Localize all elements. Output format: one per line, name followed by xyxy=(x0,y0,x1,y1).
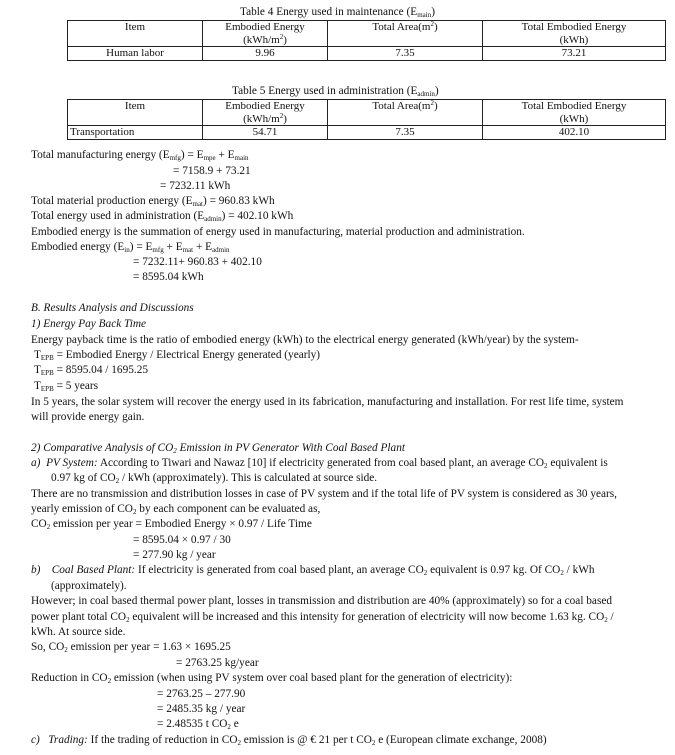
admin-energy-line: Total energy used in administration $(E_{admin}) = 402.10$ kWh xyxy=(31,210,294,223)
table-cell: Transportation xyxy=(68,126,203,140)
equation-line: = 2763.25 – 277.90 xyxy=(157,688,246,700)
equation-line: So, $CO_2$ emission per year = 1.63 × 1695.25 xyxy=(31,641,231,654)
table-cell: 9.96 xyxy=(203,47,328,61)
table5 xyxy=(67,99,666,140)
paragraph: 0.97 kg of $CO_2$ / kWh (approximately). This is calculated at source side. xyxy=(51,472,378,485)
equation-line: = 8595.04 × 0.97 / 30 xyxy=(133,534,231,546)
table4 xyxy=(67,20,666,61)
table-header: Total Embodied Energy (kWh) xyxy=(483,100,666,126)
paragraph: kWh. At source side. xyxy=(31,626,126,638)
table-cell: 7.35 xyxy=(328,47,483,61)
table-header: Embodied Energy $(kWh/m^2)$ xyxy=(203,100,328,126)
table-cell: 73.21 xyxy=(483,47,666,61)
table-header-row xyxy=(68,100,666,126)
subsection-heading: 1) Energy Pay Back Time xyxy=(31,318,147,330)
table-header: Item xyxy=(68,100,203,126)
paragraph: In 5 years, the solar system will recover the energy used in its fabrication, manufacturing and installation. For rest life time, system xyxy=(31,396,624,408)
embodied-energy-line: Embodied energy $(E_{in}) = E_{mfg} + E_{mat} + E_{admin}$ xyxy=(31,241,230,254)
table-header: Total Embodied Energy (kWh) xyxy=(483,21,666,47)
table-header: Embodied Energy $(kWh/m^2)$ xyxy=(203,21,328,47)
table-row xyxy=(68,126,666,140)
paragraph: Energy payback time is the ratio of embodied energy (kWh) to the electrical energy generated (kWh/year) by the system- xyxy=(31,334,579,346)
table-header: Item xyxy=(68,21,203,47)
material-energy-line: Total material production energy $(E_{mat}) = 960.83$ kWh xyxy=(31,195,275,208)
paragraph: There are no transmission and distribution losses in case of PV system and if the total life of PV system is considered as 30 years, xyxy=(31,488,617,500)
equation-line: = 8595.04 kWh xyxy=(133,271,204,283)
table-cell: 7.35 xyxy=(328,126,483,140)
equation-line: $T_{EPB}$ = Embodied Energy / Electrical Energy generated (yearly) xyxy=(34,349,321,362)
table-header-row xyxy=(68,21,666,47)
table-row xyxy=(68,47,666,61)
table-header: Total $Area(m^2)$ xyxy=(328,100,483,126)
paragraph: power plant total $CO_2$ equivalent will be increased and this intensity for generation of electricity will now become 1.63 kg. $CO_2$ / xyxy=(31,611,614,624)
equation-line: $T_{EPB} = 8595.04 / 1695.25$ xyxy=(34,364,148,377)
paragraph: yearly emission of $CO_2$ by each component can be evaluated as, xyxy=(31,503,321,516)
equation-line: $CO_2$ emission per year = Embodied Energy × 0.97 / Life Time xyxy=(31,518,312,531)
equation-line: = 2763.25 kg/year xyxy=(176,657,259,669)
table4-caption: Table 4 Energy used in maintenance $(E_{main})$ xyxy=(240,6,435,19)
table5-caption: Table 5 Energy used in administration $(E_{admin})$ xyxy=(232,85,439,98)
list-item-a: a) PV System: According to Tiwari and Nawaz [10] if electricity generated from coal based plant, an average $CO_2$ equivalent is xyxy=(31,457,608,470)
paragraph: (approximately). xyxy=(51,580,127,592)
equation-line: = 277.90 kg / year xyxy=(133,549,216,561)
table-cell: Human labor xyxy=(68,47,203,61)
paragraph: Reduction in $CO_2$ emission (when using PV system over coal based plant for the generation of electricity): xyxy=(31,672,513,685)
equation-line: = 7232.11+ 960.83 + 402.10 xyxy=(133,256,262,268)
paragraph: will provide energy gain. xyxy=(31,411,145,423)
subsection-heading: 2) Comparative Analysis of $CO_2$ Emission in PV Generator With Coal Based Plant xyxy=(31,442,405,455)
table-header: Total $Area(m^2)$ xyxy=(328,21,483,47)
equation-line: = 2485.35 kg / year xyxy=(157,703,246,715)
manufacturing-energy-line: Total manufacturing energy $(E_{mfg}) = E_{mpe} + E_{main}$ xyxy=(31,149,249,162)
equation-line: = 7158.9 + 73.21 xyxy=(173,165,251,177)
list-item-b: b) Coal Based Plant: If electricity is generated from coal based plant, an average $CO_2$ equivalent is 0.97 kg. Of $CO_2$ / kWh xyxy=(31,564,595,577)
table-cell: 54.71 xyxy=(203,126,328,140)
equation-line: = 2.48535 t $CO_2$ e xyxy=(157,718,239,731)
table-cell: 402.10 xyxy=(483,126,666,140)
equation-line: = 7232.11 kWh xyxy=(160,180,231,192)
paragraph: Embodied energy is the summation of energy used in manufacturing, material production and administration. xyxy=(31,226,525,238)
list-item-c: c) Trading: If the trading of reduction in $CO_2$ emission is @ € 21 per t $CO_2$ e (European climate exchange, 2008) xyxy=(31,734,547,747)
section-heading: B. Results Analysis and Discussions xyxy=(31,302,194,314)
paragraph: However; in coal based thermal power plant, losses in transmission and distribution are 40% (approximately) so for a coal based xyxy=(31,595,613,607)
equation-line: $T_{EPB} = 5$ years xyxy=(34,380,99,393)
